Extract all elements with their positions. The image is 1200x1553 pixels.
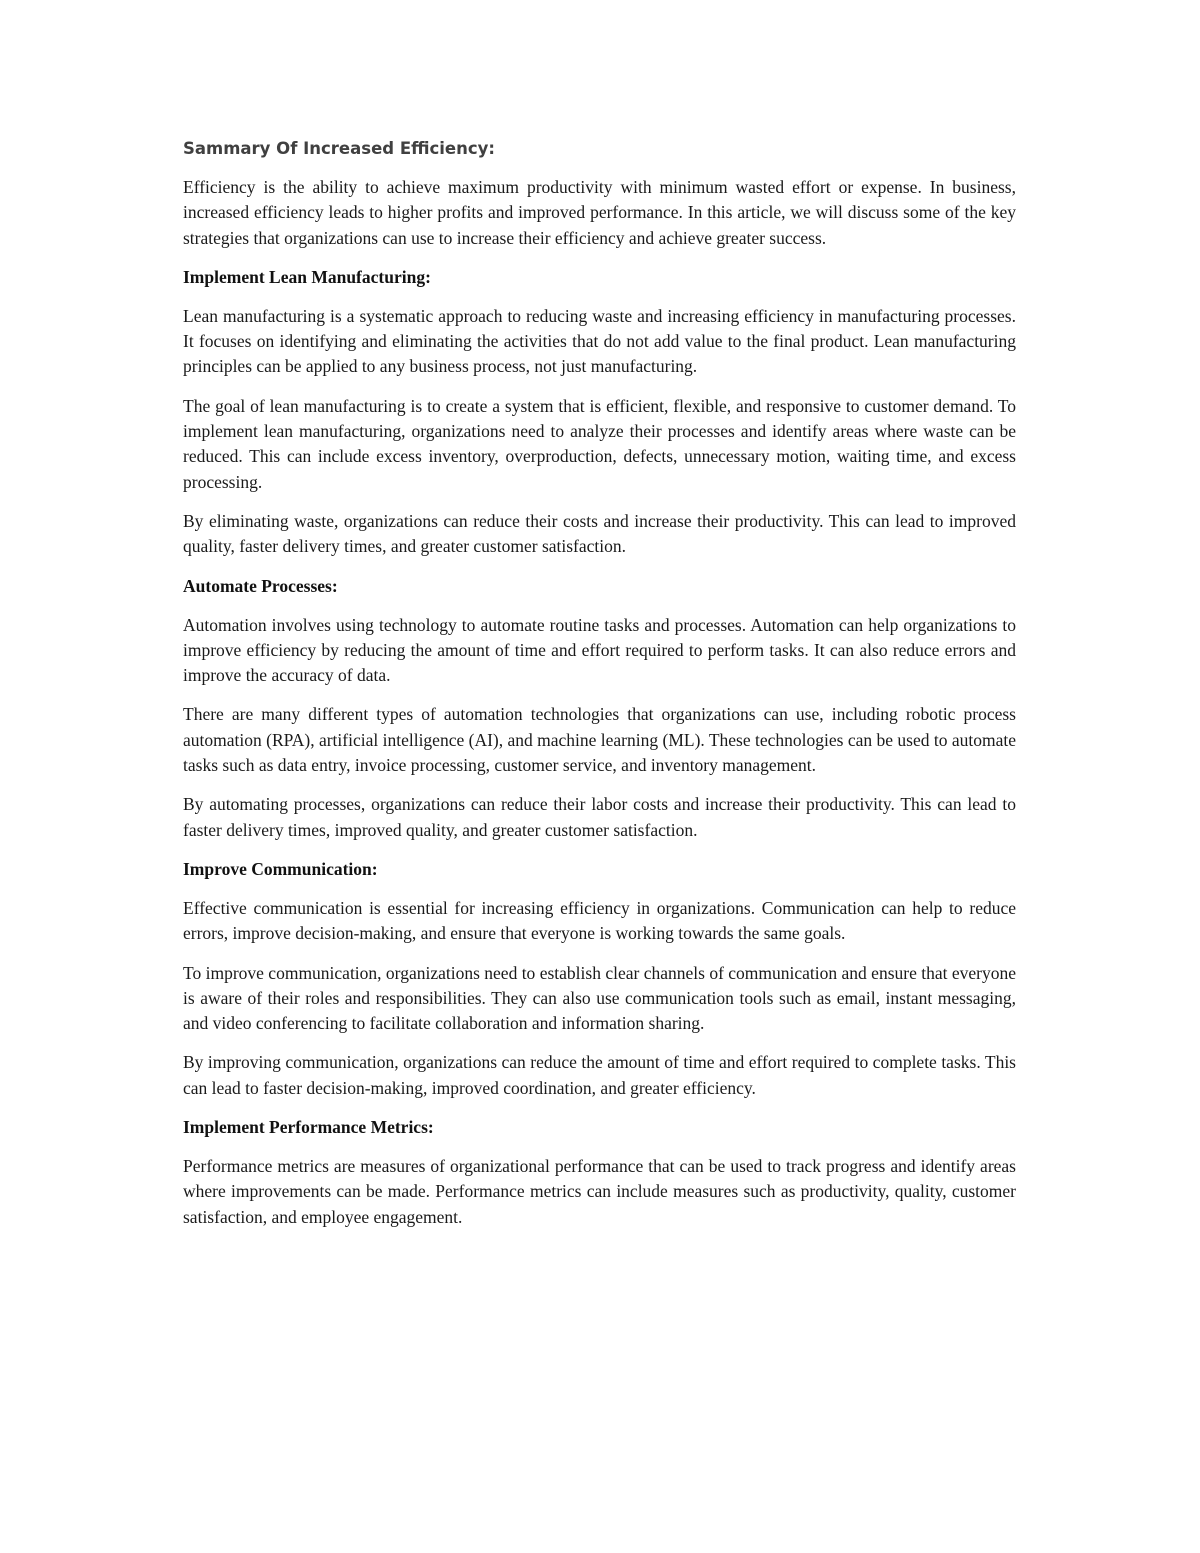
paragraph: The goal of lean manufacturing is to create a system that is efficient, flexible, and responsive to customer demand. To implement lean manufacturing, organizations need to analyze their processes and identify areas where waste can be reduced. This can include excess inventory, overproduction, defects, unnecessary motion, waiting time, and excess processing. <box>183 395 1016 492</box>
section-lean-manufacturing <box>183 265 1016 560</box>
intro-paragraph: Efficiency is the ability to achieve maximum productivity with minimum wasted effort or expense. In business, increased efficiency leads to higher profits and improved performance. In this article, we will discuss some of the key strategies that organizations can use to increase their efficiency and achieve greater success. <box>183 177 1016 248</box>
paragraph: Effective communication is essential for increasing efficiency in organizations. Communication can help to reduce errors, improve decision-making, and ensure that everyone is working towards the same goals. <box>183 897 1016 944</box>
paragraph: Automation involves using technology to automate routine tasks and processes. Automation can help organizations to improve efficiency by reducing the amount of time and effort required to perform tasks. It can also reduce errors and improve the accuracy of data. <box>183 614 1016 686</box>
section-heading: Automate Processes: <box>183 575 338 596</box>
paragraph: To improve communication, organizations need to establish clear channels of communication and ensure that everyone is aware of their roles and responsibilities. They can also use communication tools such as email, instant messaging, and video conferencing to facilitate collaboration and information sharing. <box>183 962 1016 1034</box>
document-body <box>183 136 1016 1244</box>
paragraph: By eliminating waste, organizations can reduce their costs and increase their productivity. This can lead to improved quality, faster delivery times, and greater customer satisfaction. <box>183 510 1016 557</box>
paragraph: By automating processes, organizations can reduce their labor costs and increase their productivity. This can lead to faster delivery times, improved quality, and greater customer satisfaction. <box>183 794 1016 840</box>
section-heading: Implement Lean Manufacturing: <box>183 266 431 287</box>
section-improve-communication <box>183 857 1016 1101</box>
section-heading: Implement Performance Metrics: <box>183 1117 434 1138</box>
paragraph: By improving communication, organizations can reduce the amount of time and effort required to complete tasks. This can lead to faster decision-making, improved coordination, and greater efficiency. <box>183 1052 1016 1098</box>
paragraph: Lean manufacturing is a systematic approach to reducing waste and increasing efficiency in manufacturing processes. It focuses on identifying and eliminating the activities that do not add value to the final product. Lean manufacturing principles can be applied to any business process, not just manufacturing. <box>183 305 1016 377</box>
section-automate-processes <box>183 574 1016 843</box>
section-performance-metrics <box>183 1115 1016 1230</box>
paragraph: Performance metrics are measures of organizational performance that can be used to track progress and identify areas where improvements can be made. Performance metrics can include measures such as productivity, quality, customer satisfaction, and employee engagement. <box>183 1156 1016 1227</box>
section-heading: Improve Communication: <box>183 858 378 879</box>
document-title: Sammary Of Increased Efficiency: <box>183 139 496 158</box>
paragraph: There are many different types of automation technologies that organizations can use, including robotic process automation (RPA), artificial intelligence (AI), and machine learning (ML). These technologies can be used to automate tasks such as data entry, invoice processing, customer service, and inventory management. <box>183 704 1016 776</box>
